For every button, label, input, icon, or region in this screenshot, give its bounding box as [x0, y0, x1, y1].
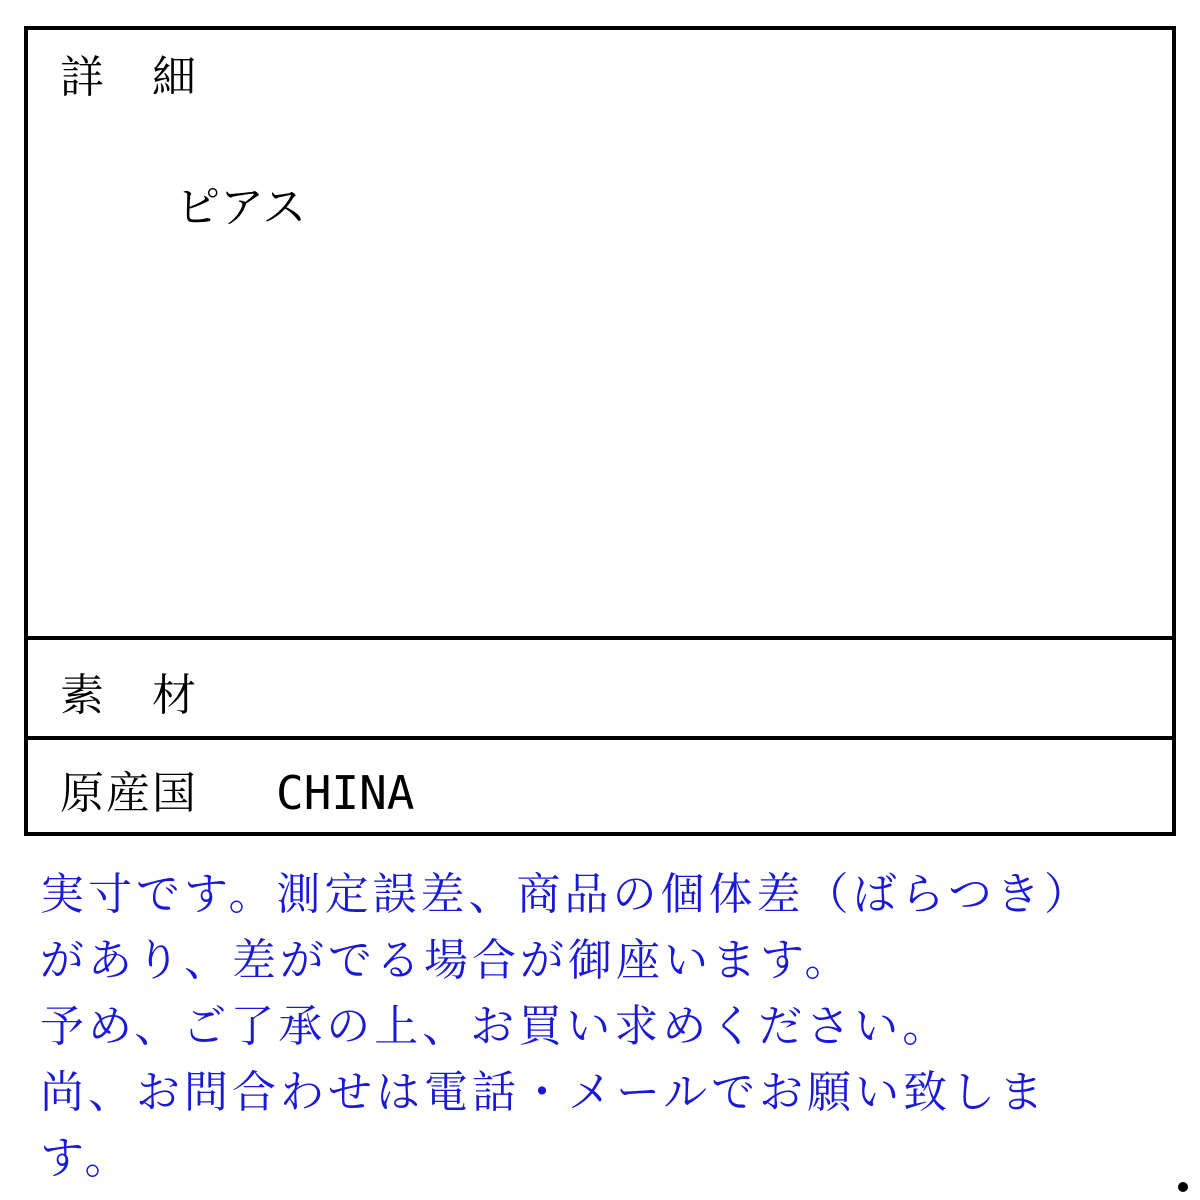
notice-line: 実寸です。測定誤差、商品の個体差（ばらつき）	[40, 869, 1093, 920]
notice-line: す。	[40, 1133, 133, 1184]
spec-table	[24, 26, 1176, 836]
detail-row	[28, 30, 1172, 636]
notice-line: 予め、ご了承の上、お買い求めください。	[40, 1001, 951, 1052]
detail-value: ピアス	[176, 182, 307, 233]
material-row	[28, 636, 1172, 738]
origin-value: CHINA	[276, 766, 415, 820]
origin-label: 原産国	[60, 768, 198, 819]
corner-dot	[1178, 1182, 1188, 1192]
material-label: 素 材	[60, 670, 198, 721]
origin-row	[28, 736, 1172, 836]
notice-text	[40, 862, 1170, 1192]
detail-label: 詳 細	[60, 52, 198, 103]
notice-line: 尚、お問合わせは電話・メールでお願い致しま	[40, 1067, 1048, 1118]
notice-line: があり、差がでる場合が御座います。	[40, 935, 853, 986]
